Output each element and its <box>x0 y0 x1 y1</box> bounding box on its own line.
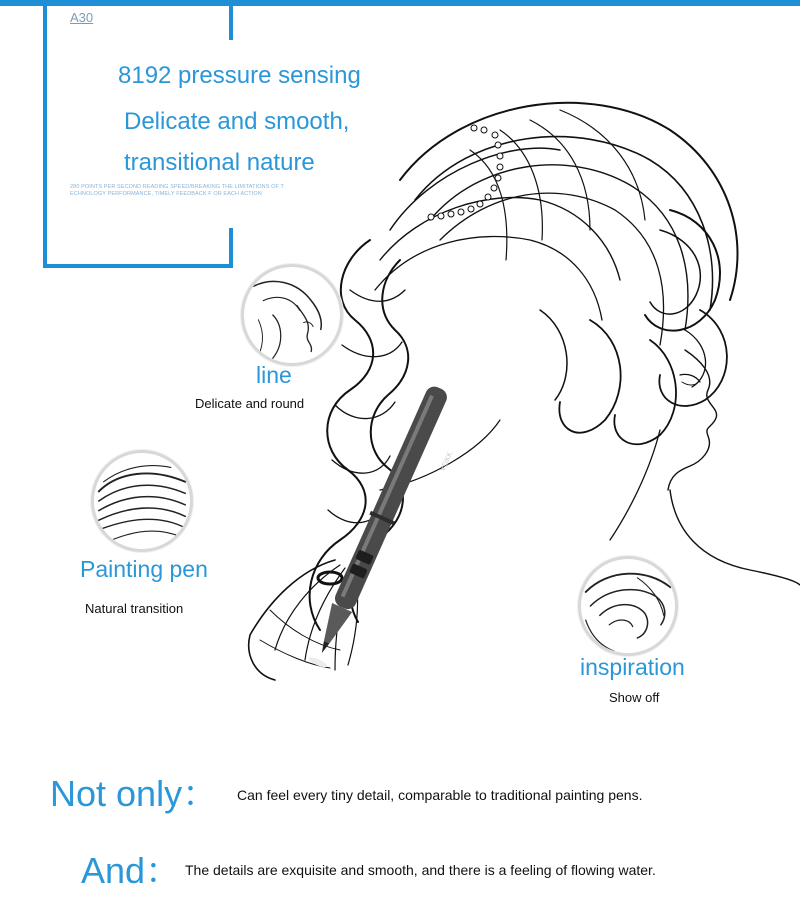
and-text: The details are exquisite and smooth, and there is a feeling of flowing water. <box>185 862 656 878</box>
hair-detail-icon <box>581 559 675 653</box>
hair-illustration <box>230 90 800 730</box>
frame-left-line <box>43 0 47 268</box>
inspiration-feature-circle <box>578 556 678 656</box>
profile-line-icon <box>244 267 340 363</box>
inspiration-feature-title: inspiration <box>580 654 685 680</box>
frame-bottom-line <box>43 264 233 268</box>
and-label: And： <box>81 850 182 891</box>
painting-pen-feature-title: Painting pen <box>80 556 208 582</box>
line-feature-subtitle: Delicate and round <box>195 396 305 411</box>
hair-stroke-icon <box>94 453 190 549</box>
headline-line-1: 8192 pressure sensing <box>118 62 361 89</box>
headline-line-2: Delicate and smooth, <box>124 108 350 135</box>
painting-pen-feature-subtitle: Natural transition <box>85 601 184 616</box>
not-only-text: Can feel every tiny detail, comparable to traditional painting pens. <box>237 787 643 803</box>
fine-print: 280 POINTS PER SECOND READING SPEED/BREAKING THE LIMITATIONS OF T ECHNOLOGY PERFORMANCE, TIMELY FEEDBACK F OR EACH ACTION <box>70 184 284 197</box>
inspiration-feature-subtitle: Show off <box>609 690 660 705</box>
model-tag: A30 <box>70 10 94 25</box>
line-feature-title: line <box>256 362 292 388</box>
painting-pen-feature-circle <box>91 450 193 552</box>
top-accent-bar <box>0 0 800 6</box>
line-feature-circle <box>241 264 343 366</box>
not-only-label: Not only： <box>50 773 219 814</box>
pen-brand-mark: VEIKK <box>438 450 455 473</box>
frame-top-stub <box>229 0 233 40</box>
headline-line-3: transitional nature <box>124 149 315 176</box>
